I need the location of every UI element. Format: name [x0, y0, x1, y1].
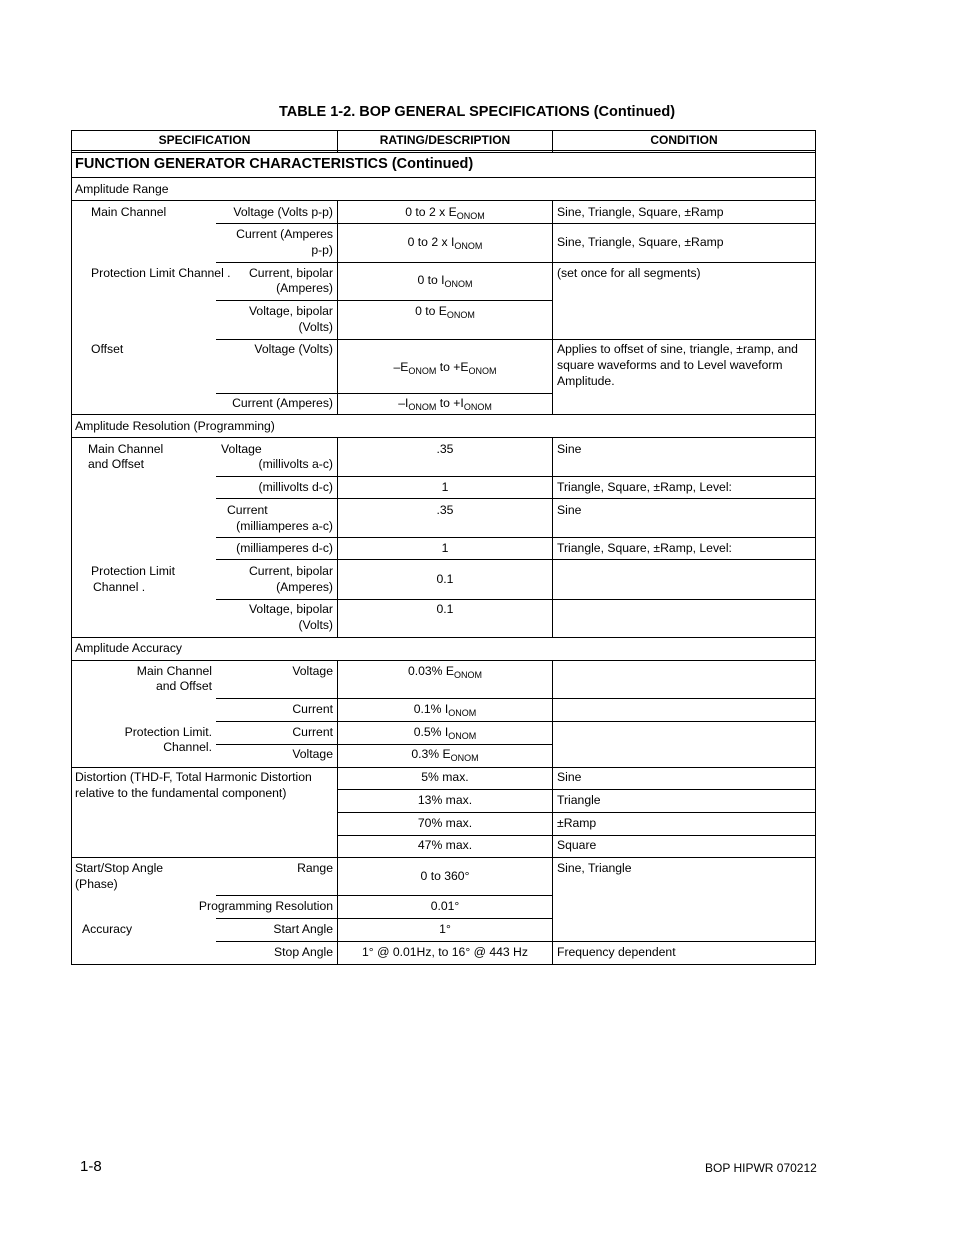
- voltage-vpp-label: Voltage (Volts p-p): [233, 205, 333, 219]
- main-channel-label: Main Channel: [91, 205, 167, 219]
- res-main-label-1: Main Channel: [88, 442, 164, 456]
- page-number: 1-8: [80, 1158, 102, 1175]
- acc-prot-current-label: Current: [292, 725, 333, 739]
- res-prot-label-2: Channel .: [93, 580, 146, 594]
- distortion-label-1: Distortion (THD-F, Total Harmonic Distortion: [75, 770, 312, 784]
- document-id: BOP HIPWR 070212: [705, 1161, 817, 1175]
- res-volt-bip-label-1: Voltage, bipolar: [248, 602, 333, 616]
- angle-range-condition: Sine, Triangle: [557, 861, 632, 875]
- volt-bipolar-label-1: Voltage, bipolar: [248, 304, 333, 318]
- volt-bipolar-rating: 0 to $E_{ONOM}$: [415, 304, 475, 320]
- table-title: TABLE 1-2. BOP GENERAL SPECIFICATIONS (Continued): [278, 104, 676, 120]
- acc-prot-voltage-label: Voltage: [292, 747, 333, 761]
- angle-range-rating: 0 to 360°: [420, 869, 470, 883]
- distortion-label-2: relative to the fundamental component): [75, 786, 287, 800]
- res-volt-bip-label-2: (Volts): [298, 618, 333, 632]
- prog-res-rating: 0.01°: [430, 899, 460, 913]
- prog-res-label: Programming Resolution: [198, 899, 333, 913]
- res-mv-ac-label: (millivolts a-c): [258, 457, 333, 471]
- cur-bipolar-rating: 0 to $I_{ONOM}$: [417, 273, 473, 289]
- res-mv-dc-condition: Triangle, Square, ±Ramp, Level:: [557, 480, 732, 494]
- amp-range-label: Amplitude Range: [75, 182, 169, 196]
- current-app-label-1: Current (Amperes: [236, 227, 333, 241]
- distortion-condition: Triangle: [557, 793, 601, 807]
- res-volt-bip-rating: 0.1: [436, 602, 454, 616]
- offset-condition-2: square waveforms and to Level waveform: [557, 358, 783, 372]
- acc-prot-voltage-rating: 0.3% $E_{ONOM}$: [411, 747, 479, 763]
- header-condition: CONDITION: [650, 133, 718, 147]
- current-app-label-2: p-p): [311, 243, 333, 257]
- offset-voltage-label: Voltage (Volts): [254, 342, 333, 356]
- start-angle-rating: 1°: [439, 922, 451, 936]
- current-app-rating: 0 to 2 x $I_{ONOM}$: [407, 235, 483, 251]
- acc-voltage-rating: 0.03% $E_{ONOM}$: [407, 664, 483, 680]
- res-mv-dc-rating: 1: [441, 480, 449, 494]
- offset-condition-3: Amplitude.: [557, 374, 615, 388]
- offset-label: Offset: [91, 342, 124, 356]
- res-mv-dc-label: (millivolts d-c): [258, 480, 333, 494]
- distortion-rating: 47% max.: [417, 838, 473, 852]
- cur-bipolar-label-1: Current, bipolar: [249, 266, 333, 280]
- acc-prot-label-2: Channel.: [163, 740, 212, 754]
- distortion-condition: Sine: [557, 770, 582, 784]
- res-voltage-label: Voltage: [221, 442, 262, 456]
- cur-bipolar-label-2: (Amperes): [276, 281, 333, 295]
- acc-voltage-label: Voltage: [292, 664, 333, 678]
- header-specification: SPECIFICATION: [158, 133, 251, 147]
- acc-current-rating: 0.1% $I_{ONOM}$: [413, 702, 477, 718]
- res-ma-ac-label: (milliamperes a-c): [236, 519, 333, 533]
- current-app-condition: Sine, Triangle, Square, ±Ramp: [557, 235, 724, 249]
- acc-prot-label-1: Protection Limit.: [124, 725, 212, 739]
- amp-res-label: Amplitude Resolution (Programming): [75, 419, 275, 433]
- distortion-rating: 13% max.: [417, 793, 473, 807]
- offset-voltage-rating: $-E_{ONOM}$ to $+E_{ONOM}$: [393, 360, 497, 376]
- acc-prot-current-rating: 0.5% $I_{ONOM}$: [413, 725, 477, 741]
- res-cur-bip-label-2: (Amperes): [276, 580, 333, 594]
- res-main-label-2: and Offset: [88, 457, 145, 471]
- amp-acc-label: Amplitude Accuracy: [75, 641, 183, 655]
- res-cur-bip-rating: 0.1: [436, 572, 454, 586]
- protection-channel-label: Protection Limit Channel .: [91, 266, 231, 280]
- voltage-vpp-condition: Sine, Triangle, Square, ±Ramp: [557, 205, 724, 219]
- res-mv-ac-condition: Sine: [557, 442, 582, 456]
- distortion-condition: ±Ramp: [557, 816, 597, 830]
- offset-current-rating: $-I_{ONOM}$ to $+I_{ONOM}$: [398, 396, 492, 412]
- res-ma-dc-condition: Triangle, Square, ±Ramp, Level:: [557, 541, 732, 555]
- stop-angle-condition: Frequency dependent: [557, 945, 676, 959]
- acc-main-label-2: and Offset: [155, 679, 212, 693]
- res-ma-ac-condition: Sine: [557, 503, 582, 517]
- acc-main-label-1: Main Channel: [136, 664, 212, 678]
- cur-bipolar-condition: (set once for all segments): [557, 266, 701, 280]
- offset-current-label: Current (Amperes): [232, 396, 333, 410]
- accuracy-label: Accuracy: [82, 922, 133, 936]
- distortion-condition: Square: [557, 838, 597, 852]
- angle-label-1: Start/Stop Angle: [75, 861, 164, 875]
- volt-bipolar-label-2: (Volts): [298, 320, 333, 334]
- angle-range-label: Range: [297, 861, 333, 875]
- header-rating: RATING/DESCRIPTION: [379, 133, 511, 147]
- start-angle-label: Start Angle: [273, 922, 333, 936]
- res-current-label: Current: [227, 503, 268, 517]
- acc-current-label: Current: [292, 702, 333, 716]
- section-title: FUNCTION GENERATOR CHARACTERISTICS (Continued): [75, 156, 474, 172]
- res-ma-dc-rating: 1: [441, 541, 449, 555]
- stop-angle-rating: 1° @ 0.01Hz, to 16° @ 443 Hz: [362, 945, 528, 959]
- res-mv-ac-rating: .35: [436, 442, 454, 456]
- res-ma-dc-label: (milliamperes d-c): [236, 541, 333, 555]
- res-ma-ac-rating: .35: [436, 503, 454, 517]
- distortion-rating: 70% max.: [417, 816, 473, 830]
- stop-angle-label: Stop Angle: [274, 945, 333, 959]
- angle-label-2: (Phase): [75, 877, 118, 891]
- res-prot-label-1: Protection Limit: [91, 564, 175, 578]
- distortion-rating: 5% max.: [421, 770, 469, 784]
- res-cur-bip-label-1: Current, bipolar: [249, 564, 333, 578]
- voltage-vpp-rating: 0 to 2 x $E_{ONOM}$: [405, 205, 485, 221]
- offset-condition-1: Applies to offset of sine, triangle, ±ramp, and: [557, 342, 798, 356]
